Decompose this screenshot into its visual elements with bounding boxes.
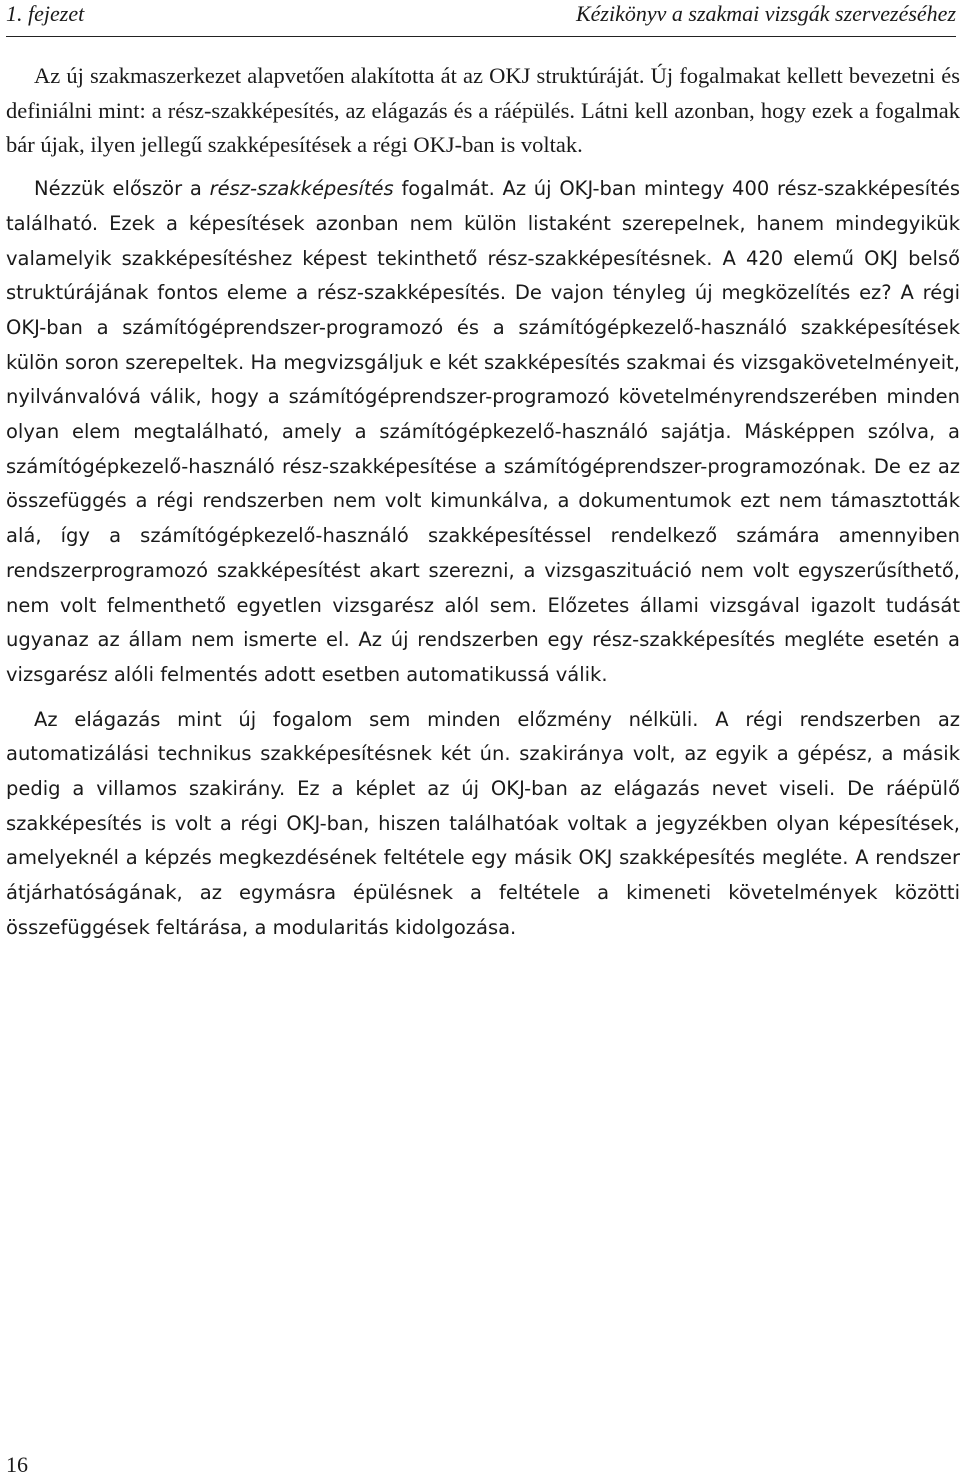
paragraph-branching: Az elágazás mint új fogalom sem minden előzmény nélküli. A régi rendszerben az automatizálási technikus szakképesítésnek két ún. szakiránya volt, az egyik a gépész, a másik pedig a villamos szakirány. Ez a képlet az új OKJ-ban az elágazás nevet viseli. De ráépülő szakképesítés is volt a régi OKJ-ban, hiszen találhatóak voltak a jegyzékben olyan képesítések, amelyeknél a képzés megkezdésének feltétele egy másik OKJ szakképesítés megléte. A rendszer átjárhatóságának, az egymásra épülésnek a feltétele a kimeneti követelmények közötti összefüggések feltárása, a modularitás kidolgozása. <box>6 707 960 939</box>
paragraph-intro: Az új szakmaszerkezet alapvetően alakította át az OKJ struktúráját. Új fogalmakat kellett bevezetni és definiálni mint: a rész-szakképesítés, az elágazás és a ráépülés. Látni kell azonban, hogy ezek a fogalmak bár újak, ilyen jellegű szakképesítések a régi OKJ-ban is voltak. <box>6 63 960 158</box>
paragraph-text-lead: Nézzük először a <box>34 177 210 201</box>
emphasized-term: rész-szakképesítés <box>209 177 394 201</box>
body-text <box>6 59 960 946</box>
page-number: 16 <box>6 1452 28 1477</box>
paragraph-partial-qualification <box>6 172 960 693</box>
chapter-label: 1. fejezet <box>6 1 85 26</box>
paragraph-text-body: fogalmát. Az új OKJ-ban mintegy 400 rész-szakképesítés található. Ezek a képesítések azonban nem külön listaként szerepelnek, hanem mindegyikük valamelyik szakképesítéshez képest tekinthető rész-szakképesítésnek. A 420 elemű OKJ belső struktúrájának fontos eleme a rész-szakképesítés. De vajon tényleg új megközelítés ez? A régi OKJ-ban a számítógéprendszer-programozó és a számítógépkezelő-használó szakképesítések külön soron szerepeltek. Ha megvizsgáljuk e két szakképesítés szakmai és vizsgakövetelményeit, nyilvánvalóvá válik, hogy a számítógéprendszer-programozó követelményrendszerében minden olyan elem megtalálható, amely a számítógépkezelő-használó sajátja. Másképpen szólva, a számítógépkezelő-használó rész-szakképesítése a számítógéprendszer-programozónak. De ez az összefüggés a régi rendszerben nem volt kimunkálva, a dokumentumok ezt nem támasztották alá, így a számítógépkezelő-használó szakképesítéssel rendelkező számára amennyiben rendszerprogramozó szakképesítést akart szerezni, a vizsgaszituáció nem volt egyszerűsíthető, nem volt felmenthető egyetlen vizsgarész alól sem. Előzetes állami vizsgával igazolt tudását ugyanaz az állam nem ismerte el. Az új rendszerben egy rész-szakképesítés megléte esetén a vizsgarész alóli felmentés adott esetben automatikussá válik. <box>6 177 960 686</box>
book-title: Kézikönyv a szakmai vizsgák szervezéséhez <box>575 1 956 26</box>
running-header <box>6 0 956 37</box>
